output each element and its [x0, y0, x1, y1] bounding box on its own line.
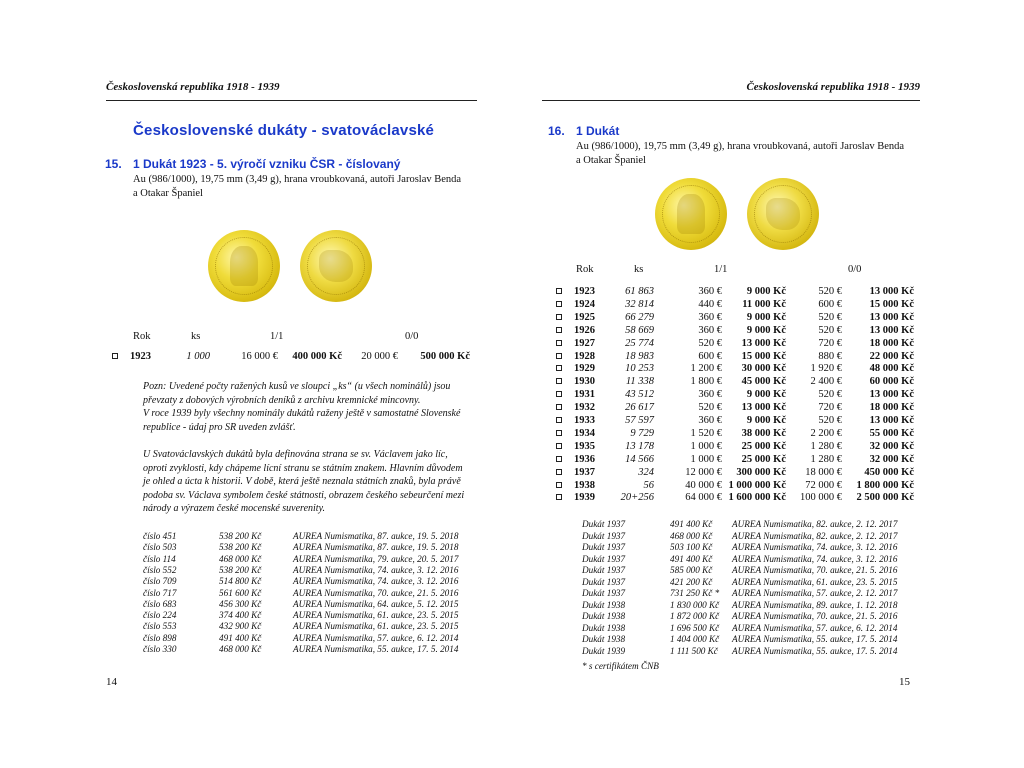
auction-item: číslo 553: [143, 621, 177, 632]
mintage-cell: 43 512: [625, 389, 654, 401]
price-czk-0-0-cell: 2 500 000 Kč: [856, 492, 914, 504]
auction-source: AUREA Numismatika, 70. aukce, 21. 5. 2016: [732, 611, 898, 621]
price-eur-0-0-cell: 1 280 €: [810, 440, 842, 452]
price-eur-0-0-cell: 2 200 €: [810, 427, 842, 439]
auction-item: číslo 503: [143, 542, 177, 553]
item-description-line2: a Otakar Španiel: [133, 188, 203, 199]
price-czk-0-0-cell: 13 000 Kč: [869, 324, 914, 336]
price-czk-1-1-cell: 9 000 Kč: [746, 415, 786, 426]
coin-reverse-image: [747, 178, 819, 250]
price-eur-1-1-cell: 360 €: [698, 311, 722, 323]
price-czk-1-1-cell: 13 000 Kč: [741, 337, 786, 349]
item-number: 16.: [548, 124, 565, 138]
mintage-cell: 61 863: [625, 286, 654, 297]
collection-checkbox[interactable]: [556, 365, 562, 371]
price-czk-1-1-cell: 9 000 Kč: [746, 389, 786, 401]
mintage-cell: 58 669: [625, 324, 654, 336]
auction-price: 1 696 500 Kč: [670, 622, 720, 633]
mintage-cell: 324: [638, 466, 654, 478]
item-title: 1 Dukát 1923 - 5. výročí vzniku ČSR - číslovaný: [133, 157, 401, 171]
price-eur-0-0-cell: 520 €: [818, 415, 842, 426]
price-czk-0-0-cell: 15 000 Kč: [869, 298, 914, 310]
collection-checkbox[interactable]: [556, 353, 562, 359]
auction-item: Dukát 1938: [582, 622, 626, 633]
running-head: Československá republika 1918 - 1939: [746, 81, 920, 93]
column-header-grade-1-1: 1/1: [270, 331, 284, 342]
price-eur-0-0-cell: 72 000 €: [805, 479, 842, 491]
table-row: [556, 453, 916, 466]
price-czk-1-1-cell: 400 000 Kč: [292, 351, 342, 362]
table-row: [556, 362, 916, 375]
auction-row: [582, 634, 922, 646]
collection-checkbox[interactable]: [556, 327, 562, 333]
price-eur-1-1-cell: 64 000 €: [685, 492, 722, 504]
table-row: [556, 298, 916, 311]
auction-source: AUREA Numismatika, 87. aukce, 19. 5. 2018: [293, 542, 459, 553]
mintage-cell: 26 617: [625, 402, 654, 414]
price-eur-0-0-cell: 100 000 €: [800, 492, 842, 504]
price-eur-0-0-cell: 20 000 €: [361, 351, 398, 362]
collection-checkbox[interactable]: [556, 482, 562, 488]
footnote: * s certifikátem ČNB: [582, 661, 659, 671]
coin-motif: [230, 246, 259, 286]
table-row: [556, 479, 916, 492]
price-czk-1-1-cell: 1 600 000 Kč: [728, 492, 786, 504]
auction-price: 1 830 000 Kč: [670, 599, 720, 610]
price-eur-0-0-cell: 520 €: [818, 286, 842, 297]
paragraph-line: oproti zvyklosti, kdy chápeme lícní stranu se státním znakem. Hlavním důvodem: [143, 462, 463, 474]
auction-price: 731 250 Kč *: [670, 588, 720, 598]
coin-motif: [319, 250, 352, 282]
auction-item: Dukát 1937: [582, 519, 626, 529]
auction-price: 1 111 500 Kč: [670, 645, 718, 656]
table-row: [112, 350, 472, 363]
coin-motif: [677, 194, 706, 234]
coin-reverse-image: [300, 230, 372, 302]
auction-source: AUREA Numismatika, 79. aukce, 20. 5. 2017: [293, 553, 459, 564]
column-header-grade-0-0: 0/0: [405, 331, 419, 342]
price-czk-1-1-cell: 11 000 Kč: [742, 298, 786, 310]
section-title: Československé dukáty - svatováclavské: [133, 122, 435, 139]
auction-price: 491 400 Kč: [670, 519, 713, 529]
auction-source: AUREA Numismatika, 87. aukce, 19. 5. 2018: [293, 531, 459, 541]
auction-source: AUREA Numismatika, 57. aukce, 6. 12. 2014: [732, 622, 898, 633]
table-row: [556, 491, 916, 504]
auction-row: [143, 621, 483, 633]
auction-row: [143, 542, 483, 554]
auction-row: [143, 644, 483, 656]
auction-price: 468 000 Kč: [670, 530, 713, 541]
year-cell: 1930: [574, 376, 595, 388]
year-cell: 1923: [130, 351, 151, 362]
auction-source: AUREA Numismatika, 61. aukce, 23. 5. 2015: [293, 610, 459, 621]
auction-item: číslo 683: [143, 598, 177, 609]
collection-checkbox[interactable]: [556, 494, 562, 500]
collection-checkbox[interactable]: [556, 417, 562, 423]
mintage-cell: 14 566: [625, 453, 654, 465]
auction-source: AUREA Numismatika, 61. aukce, 23. 5. 2015: [732, 576, 898, 587]
auction-item: Dukát 1937: [582, 576, 626, 587]
auction-price: 456 300 Kč: [219, 598, 262, 609]
column-header-grade-1-1: 1/1: [714, 264, 728, 275]
item-description-line1: Au (986/1000), 19,75 mm (3,49 g), hrana vroubkovaná, autoři Jaroslav Benda: [133, 174, 462, 185]
price-czk-0-0-cell: 13 000 Kč: [869, 311, 914, 323]
auction-item: číslo 717: [143, 587, 177, 598]
price-eur-1-1-cell: 360 €: [698, 389, 722, 401]
table-row: [556, 285, 916, 298]
year-cell: 1928: [574, 350, 595, 362]
year-cell: 1935: [574, 440, 595, 452]
paragraph-line: je ohled a úcta k historii. V době, která ještě neznala státních znaků, byla právě: [143, 476, 461, 487]
price-czk-0-0-cell: 22 000 Kč: [869, 350, 914, 362]
auction-row: [143, 565, 483, 577]
note-line: V roce 1939 byly všechny nominály dukátů raženy ještě v samostatné Slovenské: [143, 408, 461, 419]
price-eur-0-0-cell: 1 920 €: [810, 363, 842, 375]
auction-source: AUREA Numismatika, 64. aukce, 5. 12. 2015: [293, 598, 459, 609]
auction-row: [143, 633, 483, 645]
mintage-cell: 1 000: [186, 351, 210, 362]
auction-row: [582, 623, 922, 635]
auction-item: Dukát 1939: [582, 645, 626, 656]
price-czk-0-0-cell: 13 000 Kč: [869, 286, 914, 297]
collection-checkbox[interactable]: [556, 314, 562, 320]
price-eur-1-1-cell: 440 €: [698, 298, 722, 310]
mintage-cell: 57 597: [625, 415, 654, 426]
price-czk-1-1-cell: 38 000 Kč: [741, 427, 786, 439]
auction-price: 503 100 Kč: [670, 542, 713, 552]
auction-item: číslo 114: [143, 553, 176, 564]
price-eur-1-1-cell: 360 €: [698, 286, 722, 297]
auction-source: AUREA Numismatika, 70. aukce, 21. 5. 2016: [732, 565, 898, 575]
year-cell: 1926: [574, 324, 595, 336]
auction-price: 1 872 000 Kč: [670, 611, 720, 621]
price-eur-1-1-cell: 360 €: [698, 324, 722, 336]
price-czk-0-0-cell: 18 000 Kč: [869, 337, 914, 349]
price-czk-1-1-cell: 25 000 Kč: [741, 440, 786, 452]
price-eur-0-0-cell: 720 €: [818, 402, 842, 414]
price-eur-1-1-cell: 1 000 €: [690, 453, 722, 465]
auction-row: [582, 554, 922, 566]
price-eur-0-0-cell: 520 €: [818, 324, 842, 336]
note-line: Pozn: Uvedené počty ražených kusů ve sloupci „ks“ (u všech nominálů) jsou: [143, 381, 451, 392]
price-czk-0-0-cell: 13 000 Kč: [869, 389, 914, 401]
auction-row: [143, 610, 483, 622]
price-eur-1-1-cell: 1 000 €: [690, 440, 722, 452]
price-czk-1-1-cell: 9 000 Kč: [746, 286, 786, 297]
year-cell: 1936: [574, 453, 595, 465]
price-eur-1-1-cell: 40 000 €: [685, 479, 722, 491]
paragraph-line: U Svatováclavských dukátů byla definována strana se sv. Václavem jako líc,: [143, 449, 448, 460]
auction-price: 538 200 Kč: [219, 531, 262, 541]
auction-source: AUREA Numismatika, 57. aukce, 2. 12. 2017: [732, 588, 898, 598]
auction-price: 421 200 Kč: [670, 576, 713, 587]
table-row: [556, 311, 916, 324]
auction-item: Dukát 1937: [582, 565, 626, 575]
paragraph-line: národy a výrazem české mocenské suverenity.: [143, 503, 325, 514]
paragraph-line: podoba sv. Václava symbolem české státnosti, obrazem českého sebeurčení mezi: [143, 489, 465, 501]
mintage-cell: 20+256: [620, 492, 654, 504]
year-cell: 1938: [574, 479, 595, 491]
year-cell: 1923: [574, 286, 595, 297]
auction-item: číslo 898: [143, 632, 177, 643]
table-row: [556, 414, 916, 427]
mintage-cell: 9 729: [630, 427, 654, 439]
auction-item: Dukát 1937: [582, 553, 626, 564]
auction-item: číslo 552: [143, 564, 177, 575]
column-header-mintage: ks: [191, 331, 201, 342]
mintage-cell: 56: [643, 479, 654, 491]
auction-source: AUREA Numismatika, 70. aukce, 21. 5. 2016: [293, 587, 459, 598]
column-header-grade-0-0: 0/0: [848, 264, 862, 275]
item-title: 1 Dukát: [576, 124, 620, 138]
price-eur-1-1-cell: 1 800 €: [690, 376, 722, 388]
auction-source: AUREA Numismatika, 74. aukce, 3. 12. 2016: [732, 542, 898, 552]
auction-price: 468 000 Kč: [219, 553, 262, 564]
collection-checkbox[interactable]: [556, 443, 562, 449]
price-eur-1-1-cell: 520 €: [698, 337, 722, 349]
auction-price: 538 200 Kč: [219, 542, 262, 553]
price-czk-0-0-cell: 18 000 Kč: [869, 402, 914, 414]
auction-price: 432 900 Kč: [219, 621, 262, 632]
collection-checkbox[interactable]: [556, 340, 562, 346]
price-eur-1-1-cell: 12 000 €: [685, 466, 722, 478]
year-cell: 1939: [574, 492, 595, 504]
year-cell: 1927: [574, 337, 595, 349]
auction-source: AUREA Numismatika, 74. aukce, 3. 12. 2016: [293, 564, 459, 575]
auction-price: 468 000 Kč: [219, 644, 262, 654]
price-czk-0-0-cell: 55 000 Kč: [869, 427, 914, 439]
year-cell: 1937: [574, 466, 595, 478]
price-czk-1-1-cell: 25 000 Kč: [741, 453, 786, 465]
collection-checkbox[interactable]: [556, 469, 562, 475]
auction-source: AUREA Numismatika, 82. aukce, 2. 12. 2017: [732, 530, 898, 541]
mintage-cell: 25 774: [625, 337, 654, 349]
year-cell: 1932: [574, 402, 595, 414]
auction-price: 491 400 Kč: [219, 632, 262, 643]
mintage-cell: 13 178: [625, 440, 654, 452]
auction-row: [582, 531, 922, 543]
collection-checkbox[interactable]: [556, 378, 562, 384]
price-czk-0-0-cell: 32 000 Kč: [869, 440, 914, 452]
auction-item: Dukát 1938: [582, 611, 626, 621]
price-eur-0-0-cell: 520 €: [818, 389, 842, 401]
header-rule: [542, 100, 920, 101]
price-eur-1-1-cell: 1 520 €: [690, 427, 722, 439]
price-czk-1-1-cell: 9 000 Kč: [746, 311, 786, 323]
year-cell: 1925: [574, 311, 595, 323]
auction-row: [582, 600, 922, 612]
coin-motif: [766, 198, 799, 230]
auction-source: AUREA Numismatika, 82. aukce, 2. 12. 2017: [732, 519, 898, 529]
price-czk-0-0-cell: 450 000 Kč: [864, 466, 914, 478]
year-cell: 1924: [574, 298, 595, 310]
collection-checkbox[interactable]: [556, 301, 562, 307]
price-eur-0-0-cell: 2 400 €: [810, 376, 842, 388]
auction-item: číslo 451: [143, 531, 177, 541]
table-row: [556, 440, 916, 453]
auction-source: AUREA Numismatika, 55. aukce, 17. 5. 2014: [732, 645, 898, 656]
price-eur-1-1-cell: 520 €: [698, 402, 722, 414]
price-czk-1-1-cell: 9 000 Kč: [746, 324, 786, 336]
column-header-mintage: ks: [634, 264, 644, 275]
price-eur-0-0-cell: 600 €: [818, 298, 842, 310]
price-eur-1-1-cell: 360 €: [698, 415, 722, 426]
auction-row: [582, 542, 922, 554]
running-head: Československá republika 1918 - 1939: [106, 81, 280, 93]
auction-row: [582, 565, 922, 577]
price-eur-1-1-cell: 600 €: [698, 350, 722, 362]
auction-price: 491 400 Kč: [670, 553, 713, 564]
auction-row: [143, 588, 483, 600]
auction-source: AUREA Numismatika, 74. aukce, 3. 12. 2016: [293, 576, 459, 587]
auction-item: Dukát 1938: [582, 599, 626, 610]
price-czk-1-1-cell: 45 000 Kč: [741, 376, 786, 388]
column-header-year: Rok: [133, 331, 151, 342]
table-row: [556, 427, 916, 440]
auction-item: číslo 330: [143, 644, 177, 654]
collection-checkbox[interactable]: [556, 391, 562, 397]
price-czk-1-1-cell: 13 000 Kč: [741, 402, 786, 414]
price-eur-0-0-cell: 720 €: [818, 337, 842, 349]
price-czk-1-1-cell: 15 000 Kč: [741, 350, 786, 362]
price-czk-0-0-cell: 13 000 Kč: [869, 415, 914, 426]
mintage-cell: 18 983: [625, 350, 654, 362]
price-czk-1-1-cell: 1 000 000 Kč: [728, 479, 786, 491]
mintage-cell: 32 814: [625, 298, 654, 310]
coin-obverse-image: [208, 230, 280, 302]
table-row: [556, 337, 916, 350]
auction-item: Dukát 1937: [582, 542, 626, 552]
table-row: [556, 466, 916, 479]
price-eur-0-0-cell: 880 €: [818, 350, 842, 362]
auction-price: 514 800 Kč: [219, 576, 262, 587]
mintage-cell: 10 253: [625, 363, 654, 375]
auction-price: 374 400 Kč: [219, 610, 262, 621]
collection-checkbox[interactable]: [556, 430, 562, 436]
price-czk-0-0-cell: 48 000 Kč: [869, 363, 914, 375]
auction-row: [582, 646, 922, 658]
auction-source: AUREA Numismatika, 61. aukce, 23. 5. 2015: [293, 621, 459, 632]
note-line: republice - údaj pro SR uveden zvlášť.: [143, 421, 296, 433]
auction-row: [143, 531, 483, 543]
price-eur-1-1-cell: 1 200 €: [690, 363, 722, 375]
note-line: převzaty z dobových výrobních deníků z archivu kremnické mincovny.: [143, 394, 421, 406]
auction-row: [143, 599, 483, 611]
table-row: [556, 324, 916, 337]
auction-row: [143, 554, 483, 566]
auction-row: [582, 611, 922, 623]
collection-checkbox[interactable]: [556, 288, 562, 294]
auction-source: AUREA Numismatika, 55. aukce, 17. 5. 2014: [732, 634, 898, 644]
auction-source: AUREA Numismatika, 57. aukce, 6. 12. 2014: [293, 632, 459, 643]
auction-item: Dukát 1937: [582, 588, 626, 598]
auction-source: AUREA Numismatika, 74. aukce, 3. 12. 2016: [732, 553, 898, 564]
price-eur-0-0-cell: 18 000 €: [805, 466, 842, 478]
table-row: [556, 388, 916, 401]
year-cell: 1929: [574, 363, 595, 375]
auction-price: 585 000 Kč: [670, 565, 713, 575]
auction-price: 561 600 Kč: [219, 587, 262, 598]
price-czk-1-1-cell: 30 000 Kč: [741, 363, 786, 375]
price-eur-0-0-cell: 1 280 €: [810, 453, 842, 465]
auction-source: AUREA Numismatika, 55. aukce, 17. 5. 2014: [293, 644, 459, 654]
right-page: [512, 0, 1024, 768]
auction-source: AUREA Numismatika, 89. aukce, 1. 12. 2018: [732, 599, 898, 610]
item-description-line1: Au (986/1000), 19,75 mm (3,49 g), hrana vroubkovaná, autoři Jaroslav Benda: [576, 141, 905, 152]
auction-row: [582, 577, 922, 589]
auction-item: Dukát 1938: [582, 634, 626, 644]
auction-item: číslo 224: [143, 610, 177, 621]
year-cell: 1933: [574, 415, 595, 426]
coin-obverse-image: [655, 178, 727, 250]
auction-row: [582, 588, 922, 600]
auction-price: 538 200 Kč: [219, 564, 262, 575]
item-description-line2: a Otakar Španiel: [576, 155, 646, 166]
page-number: 15: [899, 676, 910, 688]
auction-row: [582, 519, 922, 531]
column-header-year: Rok: [576, 264, 594, 275]
price-czk-0-0-cell: 60 000 Kč: [869, 376, 914, 388]
auction-price: 1 404 000 Kč: [670, 634, 720, 644]
collection-checkbox[interactable]: [556, 404, 562, 410]
auction-item: Dukát 1937: [582, 530, 626, 541]
table-row: [556, 401, 916, 414]
price-czk-0-0-cell: 1 800 000 Kč: [856, 479, 914, 491]
auction-row: [143, 576, 483, 588]
mintage-cell: 66 279: [625, 311, 654, 323]
auction-item: číslo 709: [143, 576, 177, 587]
price-eur-0-0-cell: 520 €: [818, 311, 842, 323]
collection-checkbox[interactable]: [112, 353, 118, 359]
table-row: [556, 375, 916, 388]
price-czk-1-1-cell: 300 000 Kč: [736, 466, 786, 478]
collection-checkbox[interactable]: [556, 456, 562, 462]
header-rule: [106, 100, 477, 101]
price-eur-1-1-cell: 16 000 €: [241, 351, 278, 362]
item-number: 15.: [105, 157, 122, 171]
price-czk-0-0-cell: 500 000 Kč: [420, 351, 470, 362]
year-cell: 1934: [574, 427, 595, 439]
page-number: 14: [106, 676, 117, 688]
table-row: [556, 350, 916, 363]
year-cell: 1931: [574, 389, 595, 401]
mintage-cell: 11 338: [625, 376, 654, 388]
price-czk-0-0-cell: 32 000 Kč: [869, 453, 914, 465]
